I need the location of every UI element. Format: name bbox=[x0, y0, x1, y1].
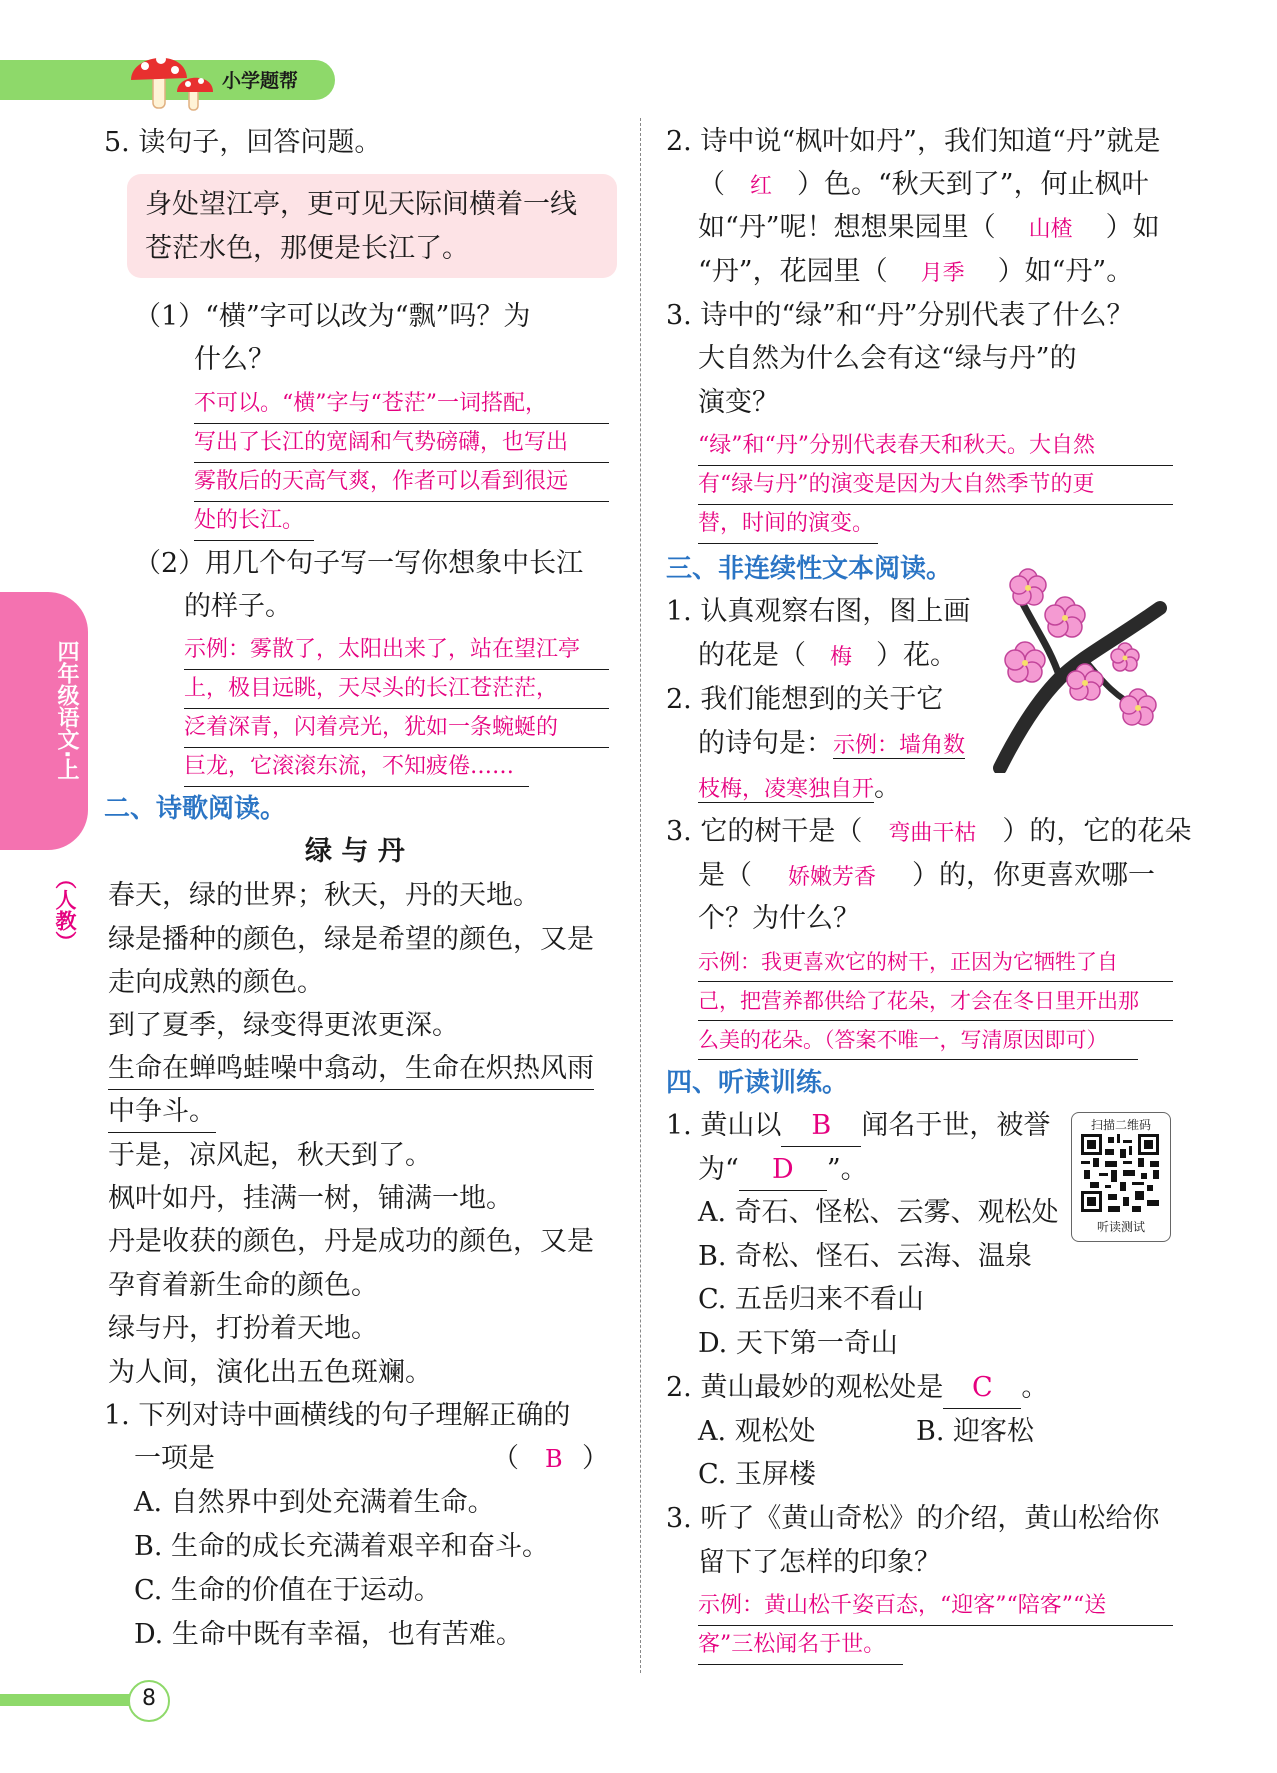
lq1-option: C. 五岳归来不看山 bbox=[698, 1284, 924, 1315]
poem-line: 孕育着新生命的颜色。 bbox=[108, 1270, 378, 1301]
pq3-line-2: 大自然为什么会有这“绿与丹”的 bbox=[698, 343, 1077, 374]
nq2-line-2-a: 的诗句是： bbox=[698, 728, 833, 759]
lq1-line-2-a: 为“ bbox=[698, 1154, 739, 1185]
pq1-stem-line-1: 1. 下列对诗中画横线的句子理解正确的 bbox=[104, 1400, 571, 1431]
pq2-answer-hawthorn: 山楂 bbox=[1028, 217, 1073, 242]
pq2-line-2-b: ）色。“秋天到了”，何止枫叶 bbox=[797, 169, 1149, 200]
lq1-line-1 bbox=[666, 1106, 1050, 1147]
poem-line: 到了夏季，绿变得更浓更深。 bbox=[108, 1010, 459, 1041]
plum-blossom-image bbox=[990, 548, 1170, 773]
pq3-answer-line: “绿”和“丹”分别代表春天和秋天。大自然 bbox=[698, 427, 1173, 466]
section-3-heading: 三、非连续性文本阅读。 bbox=[666, 554, 953, 584]
nq2-line-2 bbox=[698, 724, 965, 766]
quote-line-2: 苍茫水色，那便是长江了。 bbox=[145, 233, 469, 264]
pq2-line-3-b: ）如 bbox=[1105, 212, 1160, 243]
poem-title: 绿 与 丹 bbox=[305, 836, 405, 867]
section-2-heading: 二、诗歌阅读。 bbox=[104, 794, 287, 824]
nq2-line-3 bbox=[698, 768, 901, 810]
q5-sub2-answer-line: 泛着深青，闪着亮光，犹如一条蜿蜒的 bbox=[184, 709, 609, 748]
poem-line: 春天，绿的世界；秋天，丹的天地。 bbox=[108, 880, 540, 911]
nq3-line-3: 个？为什么？ bbox=[698, 903, 860, 934]
lq2-option-b: B. 迎客松 bbox=[916, 1416, 1035, 1447]
pq1-option: B. 生命的成长充满着艰辛和奋斗。 bbox=[134, 1531, 550, 1562]
nq2-line-1: 2. 我们能想到的关于它 bbox=[666, 684, 944, 715]
pq1-option: C. 生命的价值在于运动。 bbox=[134, 1575, 441, 1606]
nq3-answer-line: 么美的花朵。（答案不唯一，写清原因即可） bbox=[698, 1021, 1138, 1060]
lq1-option: B. 奇松、怪石、云海、温泉 bbox=[698, 1241, 1033, 1272]
poem-line: 绿与丹，打扮着天地。 bbox=[108, 1313, 378, 1344]
lq1-line-2 bbox=[698, 1150, 868, 1191]
poem-line: 枫叶如丹，挂满一树，铺满一地。 bbox=[108, 1183, 513, 1214]
q5-sub1-answer-line: 不可以。“横”字与“苍茫”一词搭配， bbox=[194, 385, 609, 424]
nq1-answer: 梅 bbox=[829, 645, 852, 670]
pq2-line-3 bbox=[698, 208, 1160, 250]
lq1-answer-1: B bbox=[781, 1106, 861, 1147]
nq1-line-2-b: ）花。 bbox=[876, 640, 957, 671]
lq2-line-1 bbox=[666, 1368, 1048, 1409]
mushroom-logo bbox=[125, 44, 220, 114]
poem-line: 于是，凉风起，秋天到了。 bbox=[108, 1140, 432, 1171]
pq2-answer-red: 红 bbox=[749, 174, 772, 199]
lq3-line-2: 留下了怎样的印象？ bbox=[698, 1547, 941, 1578]
qr-top-label: 扫描二维码 bbox=[1090, 1118, 1151, 1132]
page-number: 8 bbox=[142, 1686, 156, 1711]
pq2-line-2-a: （ bbox=[698, 169, 725, 200]
pq3-line-3: 演变？ bbox=[698, 387, 779, 418]
nq1-line-2 bbox=[698, 636, 957, 678]
q5-sub1-answer-line: 雾散后的天高气爽，作者可以看到很远 bbox=[194, 463, 609, 502]
pq1-paren-close: ） bbox=[582, 1443, 609, 1474]
q5-sub1-answer-line: 处的长江。 bbox=[194, 502, 314, 541]
q5-sub2-answer-line: 巨龙，它滚滚东流，不知疲倦…… bbox=[184, 748, 529, 787]
nq3-answer-line: 示例：我更喜欢它的树干，正因为它牺牲了自 bbox=[698, 943, 1173, 982]
pq1-paren-open: （ bbox=[492, 1443, 519, 1474]
qr-code-icon bbox=[1081, 1134, 1159, 1212]
pq2-line-4-b: ）如“丹”。 bbox=[997, 256, 1134, 287]
nq3-line-2-a: 是（ bbox=[698, 860, 752, 891]
lq3-answer-line: 客”三松闻名于世。 bbox=[698, 1626, 903, 1665]
lq1-option: A. 奇石、怪松、云雾、观松处 bbox=[698, 1197, 1059, 1228]
poem-line: 绿是播种的颜色，绿是希望的颜色，又是 bbox=[108, 924, 594, 955]
nq3-line-2 bbox=[698, 856, 1155, 898]
nq2-answer-b: 枝梅，凌寒独自开 bbox=[698, 777, 875, 802]
poem-line-underlined: 中争斗。 bbox=[108, 1092, 216, 1133]
nq1-line-1: 1. 认真观察右图，图上画 bbox=[666, 596, 971, 627]
lq1-line-2-b: ”。 bbox=[826, 1154, 868, 1185]
pq2-line-3-a: 如“丹”呢！想想果园里（ bbox=[698, 212, 996, 243]
pq2-line-2 bbox=[698, 165, 1149, 207]
section-4-heading: 四、听读训练。 bbox=[666, 1068, 849, 1098]
lq3-answer-line: 示例：黄山松千姿百态，“迎客”“陪客”“送 bbox=[698, 1587, 1173, 1626]
nq3-answer-line: 己，把营养都供给了花朵，才会在冬日里开出那 bbox=[698, 982, 1173, 1021]
poem-line: 走向成熟的颜色。 bbox=[108, 967, 324, 998]
column-divider bbox=[640, 118, 641, 1673]
poem-line-underlined: 生命在蝉鸣蛙噪中翕动，生命在炽热风雨 bbox=[108, 1049, 594, 1090]
brand-label: 小学题帮 bbox=[222, 70, 299, 92]
q5-sub1-answer-line: 写出了长江的宽阔和气势磅礴，也写出 bbox=[194, 424, 609, 463]
lq1-answer-2: D bbox=[739, 1150, 827, 1191]
lq1-line-1-a: 1. 黄山以 bbox=[666, 1110, 782, 1141]
poem-line: 丹是收获的颜色，丹是成功的颜色，又是 bbox=[108, 1226, 594, 1257]
nq3-line-1 bbox=[666, 812, 1191, 854]
poem-line: 为人间，演化出五色斑斓。 bbox=[108, 1357, 432, 1388]
sidebar-edition-label: （人教） bbox=[53, 868, 77, 952]
q5-sub2-line-2: 的样子。 bbox=[184, 591, 292, 622]
pq3-answer-line: 替，时间的演变。 bbox=[698, 505, 878, 544]
lq3-line-1: 3. 听了《黄山奇松》的介绍，黄山松给你 bbox=[666, 1503, 1160, 1534]
pq3-line-1: 3. 诗中的“绿”和“丹”分别代表了什么？ bbox=[666, 300, 1134, 331]
q5-title: 5. 读句子，回答问题。 bbox=[104, 127, 382, 158]
lq2-option-c: C. 玉屏楼 bbox=[698, 1459, 816, 1490]
nq3-line-2-b: ）的，你更喜欢哪一 bbox=[912, 860, 1155, 891]
q5-sub2-line-1: （2）用几个句子写一写你想象中长江 bbox=[134, 548, 584, 579]
footer-bar bbox=[0, 1694, 135, 1706]
nq2-answer-a: 示例：墙角数 bbox=[833, 733, 966, 758]
q5-sub1-line-1: （1）“横”字可以改为“飘”吗？为 bbox=[134, 301, 531, 332]
nq3-answer-trunk: 弯曲干枯 bbox=[888, 821, 977, 846]
q5-sub2-answer-line: 示例：雾散了，太阳出来了，站在望江亭 bbox=[184, 631, 609, 670]
lq1-line-1-b: 闻名于世，被誉 bbox=[861, 1110, 1051, 1141]
pq2-line-4 bbox=[698, 252, 1133, 294]
pq1-stem-line-2: 一项是 bbox=[134, 1443, 215, 1474]
nq3-answer-flower: 娇嫩芳香 bbox=[787, 865, 876, 890]
lq1-option: D. 天下第一奇山 bbox=[698, 1328, 898, 1359]
nq2-line-3-end: 。 bbox=[874, 772, 902, 803]
pq2-line-1: 2. 诗中说“枫叶如丹”，我们知道“丹”就是 bbox=[666, 126, 1161, 157]
q5-sub2-answer-line: 上，极目远眺，天尽头的长江苍茫茫， bbox=[184, 670, 609, 709]
nq3-line-1-a: 3. 它的树干是（ bbox=[666, 816, 863, 847]
lq2-line-1-a: 2. 黄山最妙的观松处是 bbox=[666, 1372, 944, 1403]
pq1-answer: B bbox=[545, 1445, 563, 1473]
qr-bottom-label: 听读测试 bbox=[1096, 1220, 1145, 1234]
lq2-line-1-b: 。 bbox=[1021, 1372, 1049, 1403]
quote-line-1: 身处望江亭，更可见天际间横着一线 bbox=[145, 189, 577, 220]
pq2-answer-rose: 月季 bbox=[920, 261, 965, 286]
lq2-option-a: A. 观松处 bbox=[698, 1416, 816, 1447]
lq2-answer: C bbox=[943, 1368, 1021, 1409]
q5-sub1-line-2: 什么？ bbox=[194, 344, 275, 375]
nq3-line-1-b: ）的，它的花朵 bbox=[1002, 816, 1192, 847]
nq1-line-2-a: 的花是（ bbox=[698, 640, 806, 671]
sidebar-grade-label: 四年级语文·上 bbox=[54, 640, 79, 781]
pq3-answer-line: 有“绿与丹”的演变是因为大自然季节的更 bbox=[698, 466, 1173, 505]
pq1-option: A. 自然界中到处充满着生命。 bbox=[134, 1487, 495, 1518]
pq1-option: D. 生命中既有幸福，也有苦难。 bbox=[134, 1619, 523, 1650]
pq2-line-4-a: “丹”，花园里（ bbox=[698, 256, 888, 287]
